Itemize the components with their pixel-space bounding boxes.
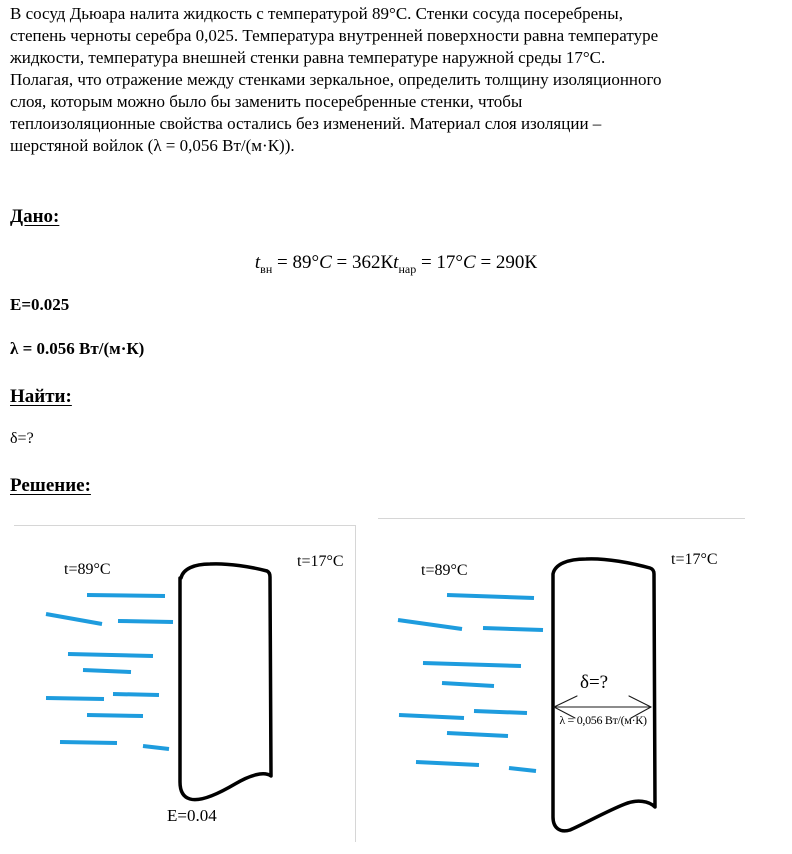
t-inner-kelvin: = 362К [331,252,394,273]
t-inner-symbol: t [254,252,261,273]
statement-line: Полагая, что отражение между стенками зеркальное, определить толщину изоляционного [10,70,662,89]
statement-line: В сосуд Дьюара налита жидкость с температурой 89°С. Стенки сосуда посеребрены, [10,4,623,23]
statement-line: жидкости, температура внешней стенки равна температуре наружной среды 17°С. [10,48,606,67]
left-cold-temp-label: t=17°C [297,553,344,570]
temperature-formula [0,252,792,274]
liquid-dashes [46,595,173,749]
left-hot-temp-label: t=89°C [64,561,111,578]
given-heading: Дано: [10,206,60,227]
left-emissivity-label: E=0.04 [167,806,217,825]
t-outer-subscript: нар [398,261,417,276]
t-inner-celsius: = 89° [272,252,320,273]
statement-line: теплоизоляционные свойства остались без изменений. Материал слоя изоляции – [10,114,602,133]
t-outer-symbol: t [393,252,399,273]
solution-heading: Решение: [10,475,91,496]
t-outer-c: C [463,252,476,273]
liquid-dashes [398,595,543,771]
emissivity-given: E=0.025 [10,295,70,314]
find-value: δ=? [10,430,34,447]
statement-line: слоя, которым можно было бы заменить посеребренные стенки, чтобы [10,92,523,111]
t-inner-subscript: вн [260,261,273,276]
t-outer-kelvin: = 290К [475,252,538,273]
problem-statement [10,3,790,157]
lambda-given: λ = 0.056 Вт/(м·К) [10,339,145,358]
right-hot-temp-label: t=89°C [421,562,468,579]
right-cold-temp-label: t=17°C [671,551,718,568]
statement-line: степень черноты серебра 0,025. Температура внутренней поверхности равна температуре [10,26,659,45]
thickness-question-label: δ=? [580,672,609,693]
t-outer-celsius: = 17° [416,252,464,273]
insulation-wall-shape [553,559,655,831]
find-heading: Найти: [10,386,72,407]
insulation-lambda-label: λ = 0,056 Вт/(м·К) [559,713,647,727]
wall-shape [180,564,271,800]
statement-line: шерстяной войлок (λ = 0,056 Вт/(м·К)). [10,136,295,155]
t-inner-c: C [319,252,332,273]
